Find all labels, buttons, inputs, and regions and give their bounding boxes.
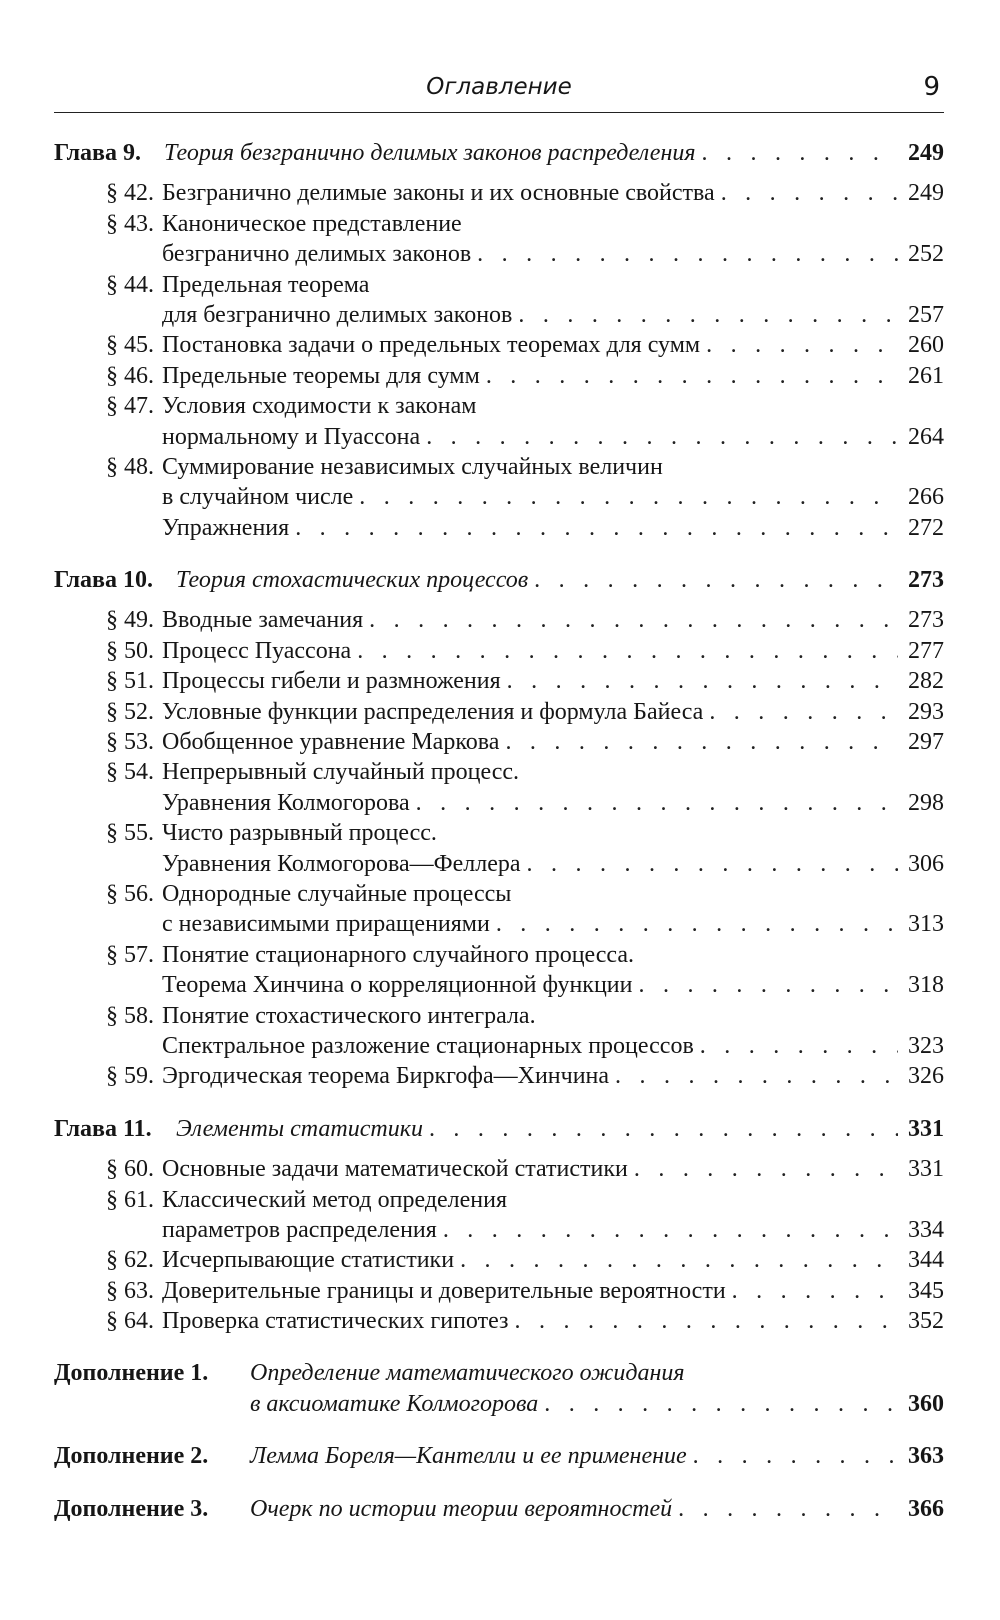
section-number: § 48. — [106, 453, 154, 480]
appendix-title: Очерк по истории теории вероятностей — [250, 1495, 673, 1522]
section-title: Процессы гибели и размножения — [162, 668, 501, 695]
section-title: Безгранично делимые законы и их основные свойства — [162, 180, 715, 207]
toc-entry-43[interactable] — [54, 209, 944, 239]
section-title: Суммирование независимых случайных величин — [162, 453, 663, 480]
section-page: 326 — [908, 1063, 944, 1090]
section-title: Постановка задачи о предельных теоремах для сумм — [162, 332, 701, 359]
section-title: Условные функции распределения и формула Байеса — [162, 698, 704, 725]
section-page: 266 — [908, 484, 944, 511]
appendix-label: Дополнение 2. — [54, 1443, 209, 1470]
section-page: 293 — [908, 698, 944, 725]
appendix-title: Определение математического ожидания — [250, 1360, 685, 1387]
section-number: § 56. — [106, 880, 154, 907]
section-title-cont: Уравнения Колмогорова—Феллера — [162, 850, 521, 877]
section-title-cont: параметров распределения — [162, 1216, 437, 1243]
section-page: 323 — [908, 1032, 944, 1059]
chapter-page: 249 — [908, 140, 944, 166]
section-title: Предельные теоремы для сумм — [162, 362, 480, 389]
toc-entry-62[interactable] — [54, 1245, 944, 1275]
section-title: Понятие стационарного случайного процесса. — [162, 941, 635, 968]
appendix-page: 360 — [908, 1390, 944, 1417]
appendix-title-cont: в аксиоматике Колмогорова — [250, 1390, 539, 1417]
section-number: § 50. — [106, 637, 154, 664]
section-title: Упражнения — [162, 514, 290, 541]
section-title: Вводные замечания — [162, 607, 364, 634]
section-number: § 43. — [106, 210, 154, 237]
section-page: 345 — [908, 1277, 944, 1304]
section-title: Каноническое представление — [162, 210, 462, 237]
section-title-cont: для безгранично делимых законов — [162, 301, 513, 328]
appendix-1-entry[interactable] — [54, 1358, 944, 1388]
section-number: § 51. — [106, 668, 154, 695]
appendix-label: Дополнение 3. — [54, 1495, 209, 1522]
toc-entry-55-cont[interactable] — [54, 849, 944, 879]
section-title: Чисто разрывный процесс. — [162, 820, 437, 847]
section-title: Исчерпывающие статистики — [162, 1247, 455, 1274]
table-of-contents — [54, 138, 944, 1524]
section-page: 277 — [908, 637, 944, 664]
section-number: § 42. — [106, 180, 154, 207]
section-number: § 55. — [106, 820, 154, 847]
section-page: 260 — [908, 332, 944, 359]
toc-entry-58[interactable] — [54, 1001, 944, 1031]
appendix-page: 366 — [908, 1495, 944, 1522]
section-page: 313 — [908, 911, 944, 938]
toc-entry-44[interactable] — [54, 270, 944, 300]
toc-entry-47-cont[interactable] — [54, 422, 944, 452]
section-page: 273 — [908, 607, 944, 634]
section-title-cont: нормальному и Пуассона — [162, 423, 421, 450]
section-page: 261 — [908, 362, 944, 389]
chapter-page: 273 — [908, 567, 944, 594]
section-number: § 45. — [106, 332, 154, 359]
section-page: 272 — [908, 514, 944, 541]
toc-entry-46[interactable] — [54, 361, 944, 391]
section-number: § 60. — [106, 1156, 154, 1183]
section-title: Процесс Пуассона — [162, 637, 352, 664]
chapter-title: Элементы статистики — [176, 1115, 423, 1142]
section-number: § 62. — [106, 1247, 154, 1274]
section-title: Основные задачи математической статистики — [162, 1156, 628, 1183]
section-title-cont: Уравнения Колмогорова — [162, 789, 410, 816]
section-number: § 47. — [106, 393, 154, 420]
toc-entry-47[interactable] — [54, 391, 944, 421]
appendix-2-entry[interactable] — [54, 1441, 944, 1471]
section-title: Доверительные границы и доверительные вероятности — [162, 1277, 726, 1304]
toc-entry-54[interactable] — [54, 757, 944, 787]
section-number: § 54. — [106, 759, 154, 786]
running-header — [54, 72, 944, 113]
toc-entry-49[interactable] — [54, 605, 944, 635]
toc-entry-53[interactable] — [54, 727, 944, 757]
section-title: Проверка статистических гипотез — [162, 1308, 509, 1335]
toc-entry-57[interactable] — [54, 940, 944, 970]
appendix-3-entry[interactable] — [54, 1494, 944, 1524]
section-page: 249 — [908, 180, 944, 207]
toc-entry-48[interactable] — [54, 452, 944, 482]
section-title-cont: в случайном числе — [162, 484, 354, 511]
toc-entry-63[interactable] — [54, 1276, 944, 1306]
toc-entry-57-cont[interactable] — [54, 970, 944, 1000]
section-title: Условия сходимости к законам — [162, 393, 477, 420]
section-page: 298 — [908, 789, 944, 816]
chapter-title: Теория безгранично делимых законов распределения — [164, 140, 696, 166]
toc-entry-44-cont[interactable] — [54, 300, 944, 330]
section-page: 352 — [908, 1308, 944, 1335]
toc-entry-56[interactable] — [54, 879, 944, 909]
section-title: Эргодическая теорема Биркгофа—Хинчина — [162, 1063, 610, 1090]
appendix-page: 363 — [908, 1443, 944, 1470]
section-page: 297 — [908, 729, 944, 756]
toc-entry-52[interactable] — [54, 697, 944, 727]
toc-entry-exercises-9[interactable] — [54, 513, 944, 543]
section-title-cont: с независимыми приращениями — [162, 911, 490, 938]
appendix-1-entry-cont[interactable] — [54, 1389, 944, 1419]
chapter-10-entry[interactable] — [54, 565, 944, 595]
toc-entry-42[interactable] — [54, 178, 944, 208]
toc-entry-59[interactable] — [54, 1061, 944, 1091]
section-page: 282 — [908, 668, 944, 695]
section-number: § 52. — [106, 698, 154, 725]
section-title-cont: Теорема Хинчина о корреляционной функции — [162, 972, 633, 999]
toc-entry-60[interactable] — [54, 1154, 944, 1184]
section-number: § 44. — [106, 271, 154, 298]
section-number: § 59. — [106, 1063, 154, 1090]
section-title-cont: Спектральное разложение стационарных процессов — [162, 1032, 694, 1059]
chapter-9-entry[interactable] — [54, 138, 944, 168]
section-title: Предельная теорема — [162, 271, 370, 298]
section-number: § 49. — [106, 607, 154, 634]
toc-entry-51[interactable] — [54, 666, 944, 696]
toc-entry-64[interactable] — [54, 1306, 944, 1336]
section-page: 334 — [908, 1216, 944, 1243]
toc-entry-61[interactable] — [54, 1185, 944, 1215]
toc-entry-55[interactable] — [54, 818, 944, 848]
header-page-number: 9 — [923, 72, 940, 102]
toc-entry-54-cont[interactable] — [54, 788, 944, 818]
section-page: 331 — [908, 1156, 944, 1183]
section-page: 306 — [908, 850, 944, 877]
toc-entry-43-cont[interactable] — [54, 239, 944, 269]
section-number: § 64. — [106, 1308, 154, 1335]
section-number: § 57. — [106, 941, 154, 968]
toc-entry-48-cont[interactable] — [54, 482, 944, 512]
section-number: § 46. — [106, 362, 154, 389]
section-number: § 63. — [106, 1277, 154, 1304]
appendix-title: Лемма Бореля—Кантелли и ее применение — [250, 1443, 687, 1470]
toc-entry-56-cont[interactable] — [54, 909, 944, 939]
chapter-label: Глава 9. — [54, 140, 141, 166]
section-page: 264 — [908, 423, 944, 450]
section-title: Однородные случайные процессы — [162, 880, 512, 907]
section-number: § 53. — [106, 729, 154, 756]
section-number: § 58. — [106, 1002, 154, 1029]
section-page: 257 — [908, 301, 944, 328]
toc-entry-61-cont[interactable] — [54, 1215, 944, 1245]
toc-entry-58-cont[interactable] — [54, 1031, 944, 1061]
section-title-cont: безгранично делимых законов — [162, 241, 472, 268]
section-page: 252 — [908, 241, 944, 268]
section-title: Понятие стохастического интеграла. — [162, 1002, 536, 1029]
chapter-title: Теория стохастических процессов — [176, 567, 529, 594]
toc-entry-50[interactable] — [54, 636, 944, 666]
chapter-label: Глава 11. — [54, 1115, 152, 1142]
chapter-label: Глава 10. — [54, 567, 153, 594]
chapter-page: 331 — [908, 1115, 944, 1142]
appendix-label: Дополнение 1. — [54, 1360, 209, 1387]
chapter-11-entry[interactable] — [54, 1114, 944, 1144]
toc-entry-45[interactable] — [54, 330, 944, 360]
section-page: 318 — [908, 972, 944, 999]
section-number: § 61. — [106, 1186, 154, 1213]
section-title: Классический метод определения — [162, 1186, 508, 1213]
section-page: 344 — [908, 1247, 944, 1274]
section-title: Непрерывный случайный процесс. — [162, 759, 519, 786]
header-title: Оглавление — [426, 74, 572, 100]
section-title: Обобщенное уравнение Маркова — [162, 729, 500, 756]
